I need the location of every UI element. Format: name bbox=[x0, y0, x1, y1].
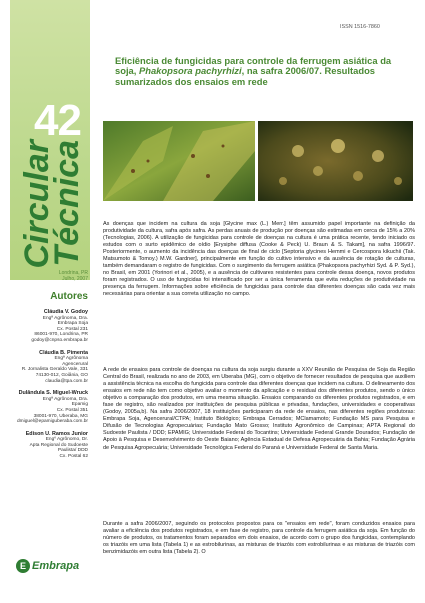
embrapa-logo-icon: E bbox=[16, 559, 30, 573]
author-entry bbox=[6, 432, 88, 460]
issue-number: 42 bbox=[34, 96, 81, 145]
author-line: Cx. Postal 62 bbox=[59, 454, 88, 460]
author-entry bbox=[6, 351, 88, 385]
author-line: Paulista/ DDD bbox=[57, 448, 88, 454]
author-line: Cx. Postal 231 bbox=[56, 326, 88, 332]
rust-pustules-photo-image bbox=[258, 121, 413, 201]
trials-paragraph bbox=[103, 521, 415, 556]
author-line: 38001-970, Uberaba, MG bbox=[33, 413, 88, 419]
series-title-line1: Circular bbox=[18, 140, 56, 269]
author-name: Cláudia V. Godoy bbox=[43, 309, 88, 315]
series-title-line2: Técnica bbox=[48, 140, 86, 267]
author-line: 86001-970, Londrina, PR bbox=[34, 332, 88, 338]
author-list bbox=[6, 310, 88, 467]
rust-pustules-photo bbox=[258, 121, 413, 201]
author-email[interactable]: godoy@cnpso.embrapa.br bbox=[31, 337, 88, 343]
author-line: R. Jornalista Geraldo Vale, 331 bbox=[21, 367, 88, 373]
author-name: Edison U. Ramos Junior bbox=[25, 430, 88, 437]
author-line: Cx. Postal 351 bbox=[56, 407, 88, 413]
author-line: Apta Regional do Sudoeste bbox=[29, 442, 88, 448]
publication-place: Londrina, PR bbox=[58, 270, 88, 276]
leaf-rust-photo-image bbox=[103, 121, 255, 201]
leaf-rust-photo bbox=[103, 121, 255, 201]
embrapa-logo bbox=[16, 556, 88, 576]
publication-info bbox=[10, 270, 88, 282]
author-line: Epamig bbox=[71, 402, 88, 408]
intro-paragraph bbox=[103, 221, 415, 299]
author-entry bbox=[6, 310, 88, 344]
embrapa-logo-text: Embrapa bbox=[32, 560, 80, 572]
author-entry bbox=[6, 391, 88, 425]
author-email[interactable]: claudia@tpa.com.br bbox=[45, 378, 88, 384]
paragraph-text: Durante a safra 2006/2007, seguindo os protocolos propostos para os "ensaios em rede", foram conduzidos ensaios para avaliar a eficiência dos produtos registrados, e em fase de registro, para controle da ferrugem asiática da soja. Em função do número de produtos, os tratamentos foram separados em dois ensaios, de acordo com o grupo dos fungicidas, contemplando os triazóis em uma lista (Tabela 1) e as estrobilurinas, as misturas de triazóis com estrobilurinas e as misturas de triazóis com benzimidazóis em outra lista (Tabela 2). O bbox=[103, 521, 415, 556]
title-part1: Eficiência de fungicidas para controle da ferrugem asiática da soja, bbox=[115, 55, 392, 77]
title-part2: , na safra 2006/07. Resultados sumarizados dos ensaios em rede bbox=[115, 65, 376, 87]
author-email[interactable]: dmiguel@epamiguberaba.com.br bbox=[17, 419, 88, 425]
author-line: Engª Agrônoma bbox=[54, 356, 88, 362]
author-line: Embrapa Soja bbox=[57, 321, 88, 327]
author-name: Cláudia B. Pimenta bbox=[39, 349, 88, 356]
author-line: Agencerural bbox=[62, 361, 88, 367]
paragraph-text: As doenças que incidem na cultura da soja [Glycine max (L.) Merr.] têm assumido papel importante na definição da produtividade da cultura, safra após safra. As perdas anuais de produção por doenças são estimadas em cerca de 15% a 20% (Tecnologias, 2006). A utilização de fungicidas para controle de doenças na cultura é uma prática recente, tendo iniciado os estudos com o surto epidêmico de oídio [Erysiphe diffusa (Cooke & Peck) U. Braun & S. Takam], na safra 1996/97. Posteriormente, o aumento da incidência das doenças de final de ciclo [Septoria glycines Hemmi e Cercospora kikuchii (Tak. Matsumoto & Tomoy.) M.W. Gardner], principalmente em função do cultivo intensivo e da ausência de rotação de culturas, também demandaram o registro de fungicidas. Com o surgimento da ferrugem asiática (Phakopsora pachyrhizi Syd. & P. Syd.), no Brasil, em 2001 (Yorinori et al., 2005), e a ausência de cultivares resistentes para controle dessa doença, novos produtos foram registrados. O uso de fungicidas foi intensificado por ser a única ferramenta que evita reduções de produtividade na presença da ferrugem. Informações sobre eficiência de fungicidas para controle das diferentes doenças são cada vez mais necessárias para orientar a sua correta utilização no campo. bbox=[103, 221, 415, 298]
author-line: Engª Agrônoma, Dra. bbox=[42, 396, 88, 402]
publication-date: Julho, 2007 bbox=[62, 276, 88, 282]
title-italic: Phakopsora pachyrhizi bbox=[138, 65, 242, 77]
network-paragraph bbox=[103, 367, 415, 452]
issn-number: ISSN 1516-7860 bbox=[340, 24, 380, 30]
author-line: Engª Agrônoma, Dra. bbox=[42, 315, 88, 321]
author-line: 74130-012, Goiânia, GO bbox=[35, 372, 88, 378]
author-line: Engº Agrônomo, Dr. bbox=[45, 437, 88, 443]
author-name: Dulândula S. Miguel-Wruck bbox=[18, 390, 88, 397]
authors-heading: Autores bbox=[50, 291, 88, 302]
paragraph-text: A rede de ensaios para controle de doenças na cultura da soja surgiu durante a XXV Reunião de Pesquisa de Soja da Região Central do Brasil, realizada no ano de 2003, em Uberaba (MG), com o objetivo de fornecer resultados de pesquisa que auxiliem a assistência técnica na escolha do fungicida para controle das diferentes doenças que incidem na cultura. O delineamento dos ensaios em rede não tem como objetivo avaliar o momento da aplicação e o residual dos diferentes produtos, sendo o único objetivo a comparação dos produtos, em uma mesma situação. Ensaios comparando os diferentes produtos registrados, e em fase de registro, são realizados por instituições de pesquisa públicas e privadas, fundações, universidades e cooperativas (Godoy, 2005a,b). Na safra 2006/2007, 18 instituições participaram da rede de ensaios, nas diferentes regiões produtoras: Embrapa Soja, Agencerural/CTPA; Instituto Biológico; Embrapa Cerrados; MClamamoto; Fundação MS para Pesquisa e Difusão de Tecnologias Agropecuárias; Fundação Mato Grosso; Instituto Agronômico de Campinas; APTA Regional do Sudoeste Paulista / DDD; EPAMIG; Universidade Federal do Tocantins; Universidade Federal Grande Dourados; Fundação de Apoio à Pesquisa e Desenvolvimento do Oeste Baiano; Agência Estadual de Defesa Agropecuária da Bahia; Fundação Agrária de Pesquisa Agropecuária; Universidade Tecnológica Federal do Paraná e Universidade Federal de Santa Maria. bbox=[103, 367, 415, 451]
sidebar bbox=[0, 0, 92, 603]
page-title bbox=[115, 56, 415, 87]
